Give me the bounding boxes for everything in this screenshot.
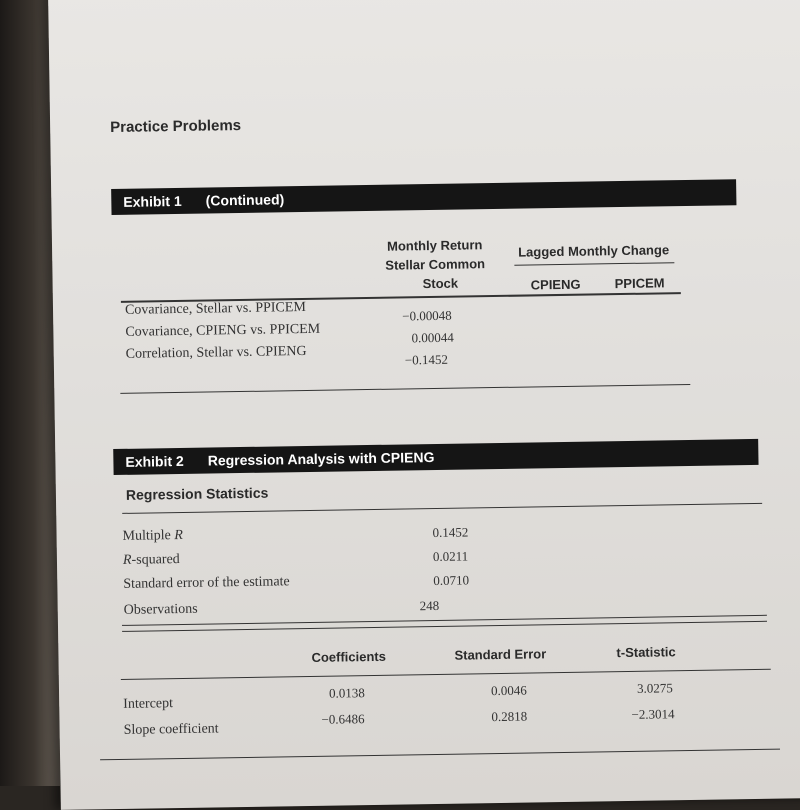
exhibit1-title-bar — [111, 179, 736, 215]
coef-row2-t: −2.3014 — [631, 706, 675, 722]
exhibit2-bottom-rule — [100, 749, 780, 761]
stat-value-multiple-r: 0.1452 — [432, 524, 469, 541]
stat-value-r-squared: 0.0211 — [432, 548, 469, 565]
stat-value-observations: 248 — [419, 597, 440, 614]
coef-row1-t: 3.0275 — [636, 680, 673, 696]
exhibit1-row3-value: −0.1452 — [404, 351, 449, 368]
coef-row1-label: Intercept — [123, 696, 174, 712]
exhibit1-col-return-line2: Stellar Common — [385, 256, 486, 273]
exhibit1-row2-label: Covariance, CPIENG vs. PPICEM — [125, 321, 321, 340]
exhibit1-col-cpieng: CPIENG — [530, 276, 581, 293]
stat-label-multiple-r: Multiple R — [122, 527, 183, 544]
exhibit1-col-ppicem: PPICEM — [614, 275, 665, 292]
col-coefficients: Coefficients — [311, 648, 387, 665]
coef-row1-se: 0.0046 — [490, 682, 527, 699]
coef-row2-coef: −0.6486 — [321, 711, 365, 727]
exhibit1-row2-value: 0.00044 — [411, 329, 454, 346]
exhibit1-lagged-underline — [514, 262, 674, 266]
exhibit1-col-return-line1: Monthly Return — [386, 237, 483, 254]
col-t-statistic: t-Statistic — [616, 644, 676, 661]
coef-row1-coef: 0.0138 — [328, 685, 365, 701]
book-page — [48, 0, 800, 810]
stat-value-std-error: 0.0710 — [433, 572, 470, 589]
exhibit1-col-lagged: Lagged Monthly Change — [518, 242, 670, 260]
stat-label-observations: Observations — [123, 601, 198, 618]
exhibit1-row1-label: Covariance, Stellar vs. PPICEM — [124, 299, 306, 318]
col-standard-error: Standard Error — [454, 646, 547, 663]
stat-label-std-error: Standard error of the estimate — [123, 574, 290, 592]
coef-header-rule — [121, 669, 771, 680]
exhibit1-row3-label: Correlation, Stellar vs. CPIENG — [125, 343, 307, 362]
exhibit2-title: Regression Analysis with CPIENG — [207, 448, 435, 469]
coef-row2-se: 0.2818 — [491, 708, 528, 725]
stat-label-r-squared: R-squared — [122, 552, 180, 568]
exhibit1-bottom-rule — [120, 384, 690, 394]
regression-stats-heading: Regression Statistics — [125, 484, 269, 503]
regression-double-rule-top — [122, 615, 767, 626]
page-header: Practice Problems — [110, 116, 242, 137]
regression-stats-rule — [122, 503, 762, 514]
exhibit1-row1-value: −0.00048 — [402, 307, 452, 324]
exhibit2-label: Exhibit 2 — [125, 452, 184, 470]
exhibit1-title: (Continued) — [205, 191, 285, 209]
exhibit1-col-return-line3: Stock — [422, 275, 459, 292]
coef-row2-label: Slope coefficient — [123, 721, 219, 738]
exhibit2-title-bar — [113, 439, 758, 475]
exhibit1-label: Exhibit 1 — [123, 192, 182, 210]
